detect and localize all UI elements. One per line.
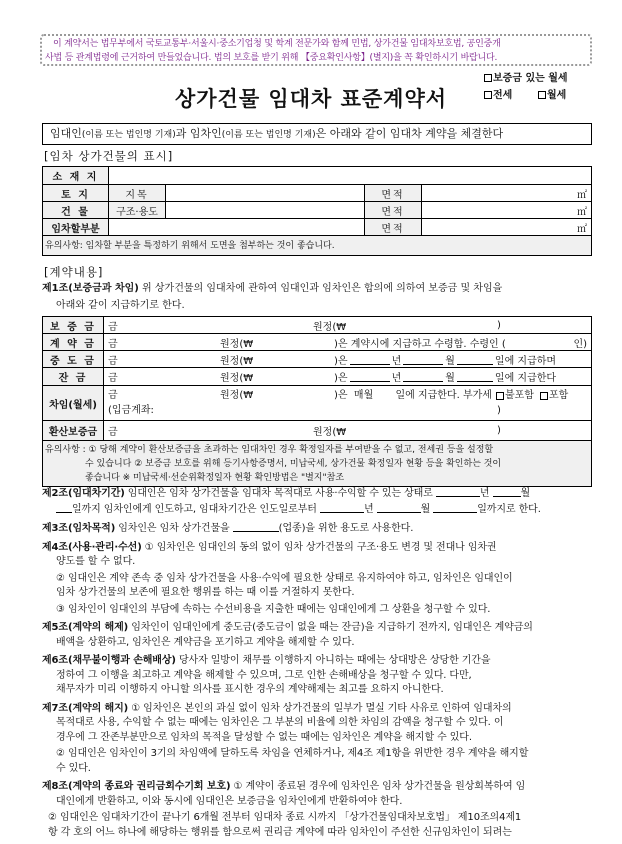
label-area: 면적 [365,219,422,236]
label-address: 소 재 지 [43,167,109,185]
checkbox[interactable] [484,91,492,99]
label-area: 면적 [365,202,422,219]
article-2: 제2조(임대차기간) 임대인은 임차 상가건물을 임대차 목적대로 사용·수익할 수 있는 상태로 년 월 일까지 임차인에게 인도하고, 임대차기간은 인도일로부터 년 월 일까지로 한다. [42,488,541,515]
notice-line-2: 사법 등 관계법령에 근거하여 만들었습니다. 법의 보호를 받기 위해 【중요확인사항】(별지)을 꼭 확인하시기 바랍니다. [45,53,498,63]
article-8: 제8조(계약의 종료와 권리금회수기회 보호) ① 계약이 종료된 경우에 임차인은 임차 상가건물을 원상회복하여 임 대인에게 반환하고, 이와 동시에 임대인은 보증금을 임차인에게 반환하여야 한다. ② 임대인은 임대차기간이 끝나기 6개월 전부터 임대차 종료 시까지 「상가건물임대차보호법」 제10조의4제1 항 각 호의 어느 하나에 해당하는 행위를 함으로써 권리금 계약에 따라 임차인이 주선한 신규임차인이 되려는 [42,781,526,838]
article-5: 제5조(계약의 해제) 임차인이 임대인에게 중도금(중도금이 없을 때는 잔금)을 지급하기 전까지, 임대인은 계약금의 배액을 상환하고, 임차인은 계약금을 포기하고 계약을 해제할 수 있다. [42,622,533,648]
parties-statement: 임대인(이름 또는 법인명 기재)과 임차인(이름 또는 법인명 기재)은 아래와 같이 임대차 계약을 체결한다 [42,123,592,145]
rent-field[interactable]: 금 원정(₩ )은 매월 일에 지급한다. 부가세 불포함 포함 (입금계좌: ) [104,386,592,421]
label-middle-payment: 중 도 금 [43,351,104,368]
land-category-field[interactable] [166,185,365,202]
label-structure: 구조·용도 [109,202,166,219]
checkbox[interactable] [484,74,492,82]
checkbox[interactable] [538,91,546,99]
property-table [42,166,592,256]
article-6: 제6조(채무불이행과 손해배상) 당사자 일방이 채무를 이행하지 아니하는 때에는 상대방은 상당한 기간을 정하여 그 이행을 최고하고 계약을 해제할 수 있으며, 그로 인한 손해배상을 청구할 수 있다. 다만, 채무자가 미리 이행하지 아니할 의사를 표시한 경우의 계약해제는 최고를 요하지 아니한다. [42,655,491,695]
label-building: 건 물 [43,202,109,219]
notice-box [40,34,592,66]
article-4: 제4조(사용·관리·수선) ① 임차인은 임대인의 동의 없이 임차 상가건물의 구조·용도 변경 및 전대나 임차권 양도를 할 수 없다. ② 임대인은 계약 존속 중 임차 상가건물을 사용·수익에 필요한 상태로 유지하여야 하고, 임차인은 임대인이 임차 상가건물의 보존에 필요한 행위를 하는 때 이를 거절하지 못한다. ③ 임차인이 임대인의 부담에 속하는 수선비용을 지출한 때에는 임대인에게 그 상환을 청구할 수 있다. [42,541,513,615]
deposit-field[interactable]: 금 원정(₩ ) [104,317,592,334]
label-deposit: 보 증 금 [43,317,104,334]
label-land-category: 지목 [109,185,166,202]
contract-payment-field[interactable]: 금 원정(₩ )은 계약시에 지급하고 수령함. 수령인 ( 인) [104,334,592,351]
articles [42,486,592,844]
notice-line-1: 이 계약서는 법무부에서 국토교통부·서울시·중소기업청 및 학계 전문가와 함께 민법, 상가건물 임대차보호법, 공인중개 [53,39,501,49]
document-title: 상가건물 임대차 표준계약서 [174,87,448,111]
balance-field[interactable]: 금 원정(₩ )은 년 월 일에 지급한다 [104,368,592,386]
structure-field[interactable] [166,202,365,219]
contract-type-options [484,70,568,104]
vat-excluded-checkbox[interactable] [496,392,504,400]
label-leased-part: 임차할부분 [43,219,109,236]
label-balance: 잔 금 [43,368,104,386]
option-monthly[interactable]: 월세 [538,87,566,104]
building-area-field[interactable]: ㎡ [422,202,592,219]
middle-payment-field[interactable]: 금 원정(₩ )은 년 월 일에 지급하며 [104,351,592,368]
land-area-field[interactable]: ㎡ [422,185,592,202]
payment-table [42,316,592,487]
leased-part-field[interactable] [109,219,365,236]
article-7: 제7조(계약의 해지) ① 임차인은 본인의 과실 없이 임차 상가건물의 일부가 멸실 기타 사유로 인하여 임대차의 목적대로 사용, 수익할 수 없는 때에는 임차인은 그 부분의 비율에 의한 차임의 감액을 청구할 수 있다. 이 경우에 그 잔존부분만으로 임차의 목적을 달성할 수 없는 때에는 임차인은 계약을 해지할 수 있다. ② 임대인은 임차인이 3기의 차임액에 달하도록 차임을 연체하거나, 제4조 제1항을 위반한 경우 계약을 해지할 수 있다. [42,702,529,774]
option-jeonse[interactable]: 전세 [484,87,538,104]
payment-note: 유의사항 : ① 당해 계약이 환산보증금을 초과하는 임대차인 경우 확정일자를 부여받을 수 없고, 전세권 등을 설정할 수 있습니다 ② 보증금 보호를 위해 등기사항증명서, 미납국세, 상가건물 확정일자 현황 등을 확인하는 것이 좋습니다 ※ 미납국세·선순위확정일자 현황 확인방법은 "별지"참조 [43,441,592,487]
article-1: 제1조(보증금과 차임) 위 상가건물의 임대차에 관하여 임대인과 임차인은 합의에 의하여 보증금 및 차임을 아래와 같이 지급하기로 한다. [42,283,503,311]
option-deposit-monthly[interactable]: 보증금 있는 월세 [484,70,568,87]
leased-area-field[interactable]: ㎡ [422,219,592,236]
section-contract-heading: [계약내용] [44,265,104,279]
label-area: 면적 [365,185,422,202]
article-3: 제3조(임차목적) 임차인은 임차 상가건물을 (업종)을 위한 용도로 사용한다. [42,523,414,534]
label-converted-deposit: 환산보증금 [43,421,104,441]
converted-deposit-field[interactable]: 금 원정(₩ ) [104,421,592,441]
label-rent: 차임(월세) [43,386,104,421]
vat-included-checkbox[interactable] [540,392,548,400]
label-land: 토 지 [43,185,109,202]
label-contract-payment: 계 약 금 [43,334,104,351]
address-field[interactable] [109,167,592,185]
property-note: 유의사항: 임차할 부분을 특정하기 위해서 도면을 첨부하는 것이 좋습니다. [43,236,592,256]
section-property-heading: [임차 상가건물의 표시] [44,149,174,163]
